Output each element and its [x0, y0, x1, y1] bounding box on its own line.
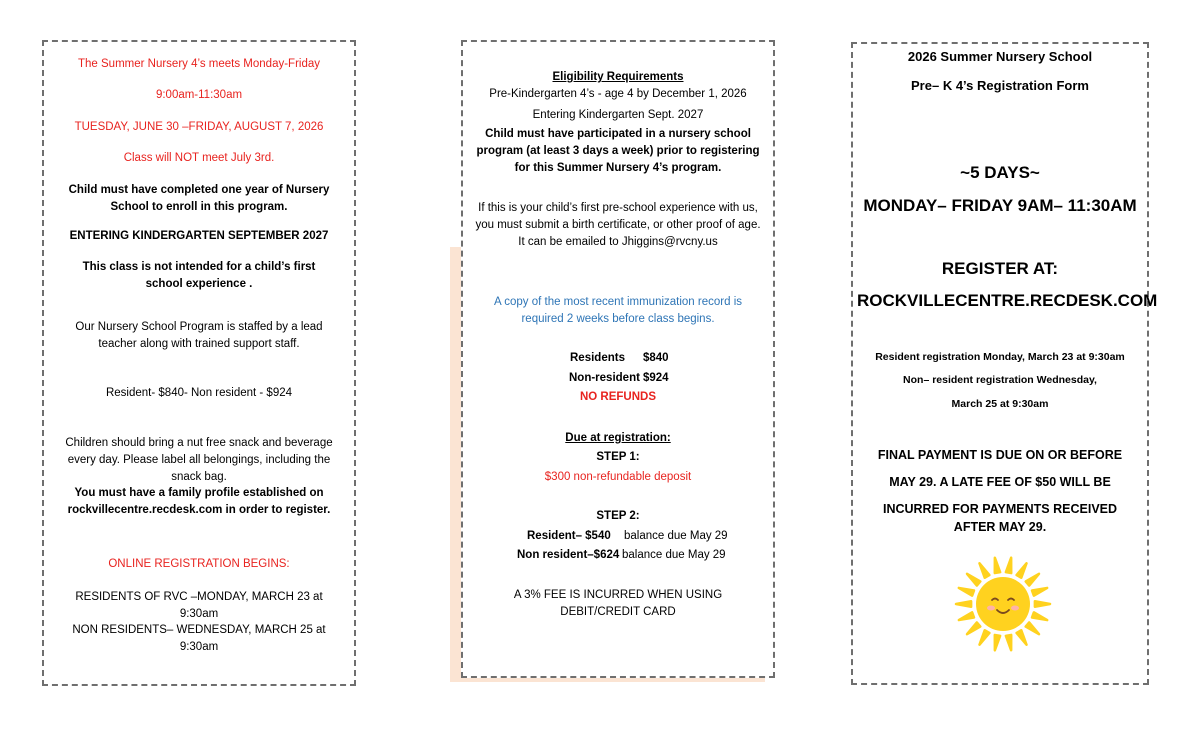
- balance-text: balance due May 29: [622, 549, 726, 561]
- session-dates: TUESDAY, JUNE 30 –FRIDAY, AUGUST 7, 2026: [74, 121, 324, 133]
- sun-ray: [959, 588, 974, 596]
- sun-ray: [995, 558, 1000, 573]
- sun-ray: [1017, 630, 1027, 644]
- sun-ray: [1032, 612, 1047, 620]
- sun-ray: [956, 601, 971, 606]
- sun-ray: [1032, 588, 1047, 596]
- days-count: ~5 DAYS~: [960, 163, 1040, 182]
- step1-deposit: $300 non-refundable deposit: [544, 471, 692, 483]
- no-refunds: NO REFUNDS: [579, 391, 657, 403]
- sun-ray: [967, 622, 980, 634]
- meeting-time: 9:00am-11:30am: [155, 89, 243, 101]
- sun-ray: [995, 635, 1000, 650]
- proof-of-age-note: If this is your child’s first pre-school experience with us, you must submit a birth certificate, or other proof of age. It can be emailed to Jhiggins@rvcny.us: [475, 202, 761, 248]
- info-panel-left: [42, 40, 356, 686]
- due-at-registration-heading: Due at registration:: [565, 432, 671, 444]
- kindergarten-note: ENTERING KINDERGARTEN SEPTEMBER 2027: [69, 230, 329, 242]
- sun-ray: [967, 574, 980, 586]
- nonresident-registration-date: March 25 at 9:30am: [951, 398, 1049, 410]
- balance-label: Non resident–$624: [517, 549, 620, 561]
- prerequisite-note: Child must have completed one year of Nursery School to enroll in this program.: [68, 184, 330, 213]
- sun-ray: [959, 612, 974, 620]
- staff-note: Our Nursery School Program is staffed by a lead teacher along with trained support staff.: [75, 321, 323, 350]
- registration-site: ROCKVILLECENTRE.RECDESK.COM: [857, 291, 1158, 310]
- sun-ray: [1035, 601, 1050, 606]
- smiling-sun-icon: [953, 554, 1053, 654]
- sun-ray: [1006, 635, 1011, 650]
- age-requirement: Pre-Kindergarten 4’s - age 4 by December 1, 2026: [489, 88, 747, 100]
- schedule: MONDAY– FRIDAY 9AM– 11:30AM: [863, 196, 1137, 215]
- no-class-note: Class will NOT meet July 3rd.: [123, 152, 275, 164]
- kindergarten-entry: Entering Kindergarten Sept. 2027: [532, 109, 704, 121]
- form-subtitle: Pre– K 4’s Registration Form: [911, 78, 1089, 93]
- sun-ray: [1017, 563, 1027, 577]
- fee-label: Residents: [570, 352, 625, 364]
- balance-text: balance due May 29: [624, 530, 728, 542]
- immunization-note: A copy of the most recent immunization record is required 2 weeks before class begins.: [494, 296, 742, 325]
- fee-amount: $924: [643, 372, 669, 384]
- sun-ray: [1006, 558, 1011, 573]
- fee-label: Non-resident: [569, 372, 640, 384]
- snack-note: Children should bring a nut free snack and beverage every day. Please label all belongings, including the snack bag.: [65, 437, 333, 483]
- register-at-label: REGISTER AT:: [941, 259, 1059, 278]
- step1-label: STEP 1:: [596, 451, 640, 463]
- nonresidents-registration-date: NON RESIDENTS– WEDNESDAY, MARCH 25 at 9:30am: [72, 624, 326, 653]
- form-title: 2026 Summer Nursery School: [907, 49, 1093, 64]
- nonresident-registration: Non– resident registration Wednesday,: [903, 374, 1097, 386]
- resident-registration: Resident registration Monday, March 23 at 9:30am: [875, 351, 1125, 363]
- balance-label: Resident– $540: [527, 530, 611, 542]
- step2-label: STEP 2:: [596, 510, 640, 522]
- first-experience-note: This class is not intended for a child’s first school experience .: [82, 261, 316, 290]
- sun-ray: [980, 563, 990, 577]
- info-panel-right: [851, 42, 1158, 685]
- sun-ray: [1026, 574, 1039, 586]
- family-profile-note: You must have a family profile established on rockvillecentre.recdesk.com in order to register.: [67, 487, 331, 516]
- online-registration-heading: ONLINE REGISTRATION BEGINS:: [108, 558, 290, 570]
- meeting-days: The Summer Nursery 4’s meets Monday-Friday: [78, 58, 320, 70]
- price-summary: Resident- $840- Non resident - $924: [105, 387, 293, 399]
- residents-registration-date: RESIDENTS OF RVC –MONDAY, MARCH 23 at 9:30am: [75, 591, 323, 620]
- info-panel-middle: [461, 40, 775, 678]
- final-payment-line1: FINAL PAYMENT IS DUE ON OR BEFORE: [877, 448, 1123, 462]
- eligibility-heading: Eligibility Requirements: [552, 71, 684, 83]
- sun-ray: [980, 630, 990, 644]
- sun-ray: [1026, 622, 1039, 634]
- fee-amount: $840: [643, 352, 669, 364]
- card-fee-note: A 3% FEE IS INCURRED WHEN USING DEBIT/CREDIT CARD: [513, 589, 723, 618]
- final-payment-line3: INCURRED FOR PAYMENTS RECEIVED AFTER MAY 29.: [882, 502, 1118, 534]
- participation-requirement: Child must have participated in a nursery school program (at least 3 days a week) prior to registering for this Summer Nursery 4’s program.: [476, 128, 760, 174]
- final-payment-line2: MAY 29. A LATE FEE OF $50 WILL BE: [889, 475, 1111, 489]
